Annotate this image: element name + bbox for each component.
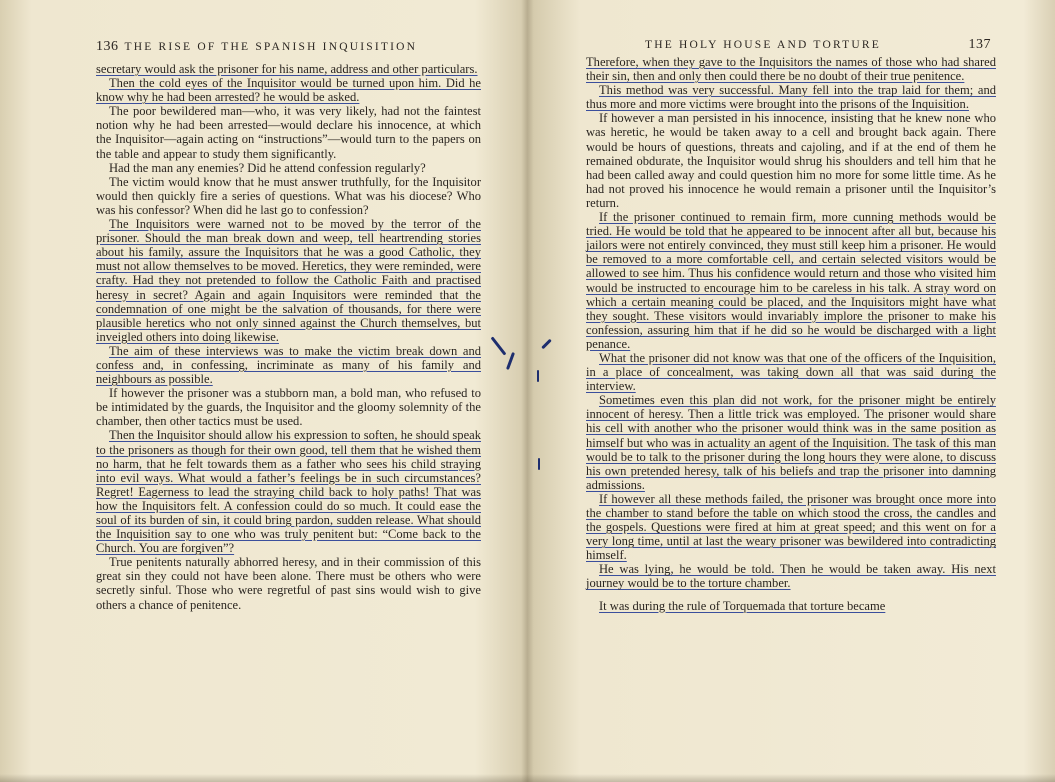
running-head-title: THE RISE OF THE SPANISH INQUISITION: [124, 41, 418, 53]
paragraph-text: If however the prisoner was a stubborn man, a bold man, who refused to be intimidated by the guards, the Inquisitor and the gloomy solemnity of the chamber, then other tactics must be used.: [96, 386, 481, 429]
right-page-text: [586, 55, 996, 613]
paragraph: [586, 111, 996, 210]
paragraph-text: If however all these methods failed, the prisoner was brought once more into the chamber to stand before the table on which stood the cross, the candles and the gospels. Questions were fired at him at great speed; and this went on for a very long time, until at last the weary prisoner was bewildered into contradicting himself.: [586, 491, 996, 563]
right-page: [528, 0, 1055, 782]
paragraph-text: Then the cold eyes of the Inquisitor would be turned upon him. Did he know why he had been arrested? he would be asked.: [96, 76, 481, 105]
paragraph-text: secretary would ask the prisoner for his name, address and other particulars.: [96, 62, 478, 76]
paragraph: [96, 76, 481, 104]
paragraph-text: The Inquisitors were warned not to be moved by the terror of the prisoner. Should the man break down and weep, tell heartrending stories about his family, assure the Inquisitors that he was a good Catholic, they must not allow themselves to be moved. Heretics, they were reminded, were crafty. Had they not pretended to follow the Catholic Faith and practised heresy in secret? Again and again Inquisitors were reminded that the condemnation of one might be the salvation of thousands, for there were plausible heretics who not only sinned against the Church themselves, but inveigled others into doing likewise.: [96, 217, 481, 344]
paragraph-text: If however a man persisted in his innocence, insisting that he knew none who was heretic, he would be taken away to a cell and brought back again. There would be hours of questions, threats and cajoling, and if at the end of them he remained obdurate, the Inquisitor would shrug his shoulders and tell him that he had been called away and could question him no more for some little time. As he had not proved his innocence he would remain a prisoner until the Inquisitor’s return.: [586, 111, 996, 210]
left-page-text: [96, 62, 481, 612]
running-head-title: THE HOLY HOUSE AND TORTURE: [645, 39, 881, 51]
paragraph: [96, 344, 481, 386]
paragraph-text: What the prisoner did not know was that one of the officers of the Inquisition, in a place of concealment, was taking down all that was said during the interview.: [586, 350, 996, 394]
paragraph: [96, 428, 481, 555]
paragraph-text: Sometimes even this plan did not work, for the prisoner might be entirely innocent of heresy. Then a little trick was employed. The prisoner would share his cell with another who the prisoner would think was in the same position as himself but who was in actuality an agent of the Inquisition. The task of this man would be to talk to the prisoner during the long hours they were alone, to discuss his own pretended heresy, talk of his beliefs and trap the prisoner into damning admissions.: [586, 393, 996, 492]
paragraph-text: Therefore, when they gave to the Inquisitors the names of those who had shared their sin, then and only then could there be no doubt of their true penitence.: [586, 55, 996, 84]
pen-mark: [537, 370, 539, 382]
paragraph: [586, 393, 996, 492]
paragraph: [96, 104, 481, 160]
page-number: 136: [96, 39, 119, 54]
paragraph-text: This method was very successful. Many fell into the trap laid for them; and thus more and more victims were brought into the prisons of the Inquisition.: [586, 83, 996, 112]
pen-mark: [538, 458, 540, 470]
paragraph: [96, 217, 481, 344]
paragraph-text: If the prisoner continued to remain firm, more cunning methods would be tried. He would be told that he appeared to be innocent after all but, because his jailors were not entirely convinced, they must still keep him a prisoner. He would be removed to a more comfortable cell, and certain selected visitors would be allowed to see him. Thus his confidence would return and those who visited him would be instructed to encourage him to be careless in his talk. A stray word on which a certain meaning could be placed, and the Inquisitors might have what they sought. These visitors would invariably implore the prisoner to make his confession, assuring him that if he did so he would be discharged with a light penance.: [586, 210, 996, 351]
paragraph: [96, 386, 481, 428]
paragraph: [96, 175, 481, 217]
paragraph-text: The poor bewildered man—who, it was very likely, had not the faintest notion why he had been arrested—would declare his innocence, at which the Inquisitor—again acting on “instructions”—would turn to the papers on the table and appear to study them significantly.: [96, 104, 481, 161]
paragraph: [586, 55, 996, 83]
paragraph: [586, 562, 996, 590]
paragraph-text: The victim would know that he must answer truthfully, for the Inquisitor would then quickly fire a series of questions. What was his diocese? Who was his confessor? When did he last go to confession?: [96, 174, 481, 217]
paragraph-text: It was during the rule of Torquemada that torture became: [599, 598, 886, 613]
paragraph: [96, 62, 481, 76]
paragraph-text: He was lying, he would be told. Then he would be taken away. His next journey would be to the torture chamber.: [586, 562, 996, 591]
left-running-head: [96, 39, 417, 55]
paragraph-text: The aim of these interviews was to make the victim break down and confess and, in confessing, incriminate as many of his family and neighbours as possible.: [96, 343, 481, 387]
paragraph-text: Then the Inquisitor should allow his expression to soften, he should speak to the prisoners as though for their own good, tell them that he wished them no harm, that he felt towards them as a father who sees his child straying into evil ways. What would a father’s feelings be in such circumstances? Regret! Eagerness to lead the straying child back to holy paths! That was how the Inquisitors felt. A confession could do so much. It could ease the soul of its burden of sin, it could bring pardon, sudden release. What should the Inquisition say to one who was truly penitent but: “Come back to the Church. You are forgiven”?: [96, 428, 481, 556]
paragraph: [96, 161, 481, 175]
paragraph: [586, 492, 996, 562]
right-running-head: [645, 39, 991, 51]
paragraph: [586, 83, 996, 111]
paragraph: [586, 351, 996, 393]
paragraph: [586, 599, 996, 613]
paragraph: [96, 555, 481, 611]
page-number: 137: [968, 37, 991, 52]
paragraph-text: Had the man any enemies? Did he attend confession regularly?: [109, 160, 426, 175]
paragraph-text: True penitents naturally abhorred heresy, and in their commission of this great sin they could not have been alone. There must be others who were secretly sinful. Those who were regretful of past sins would wish to give others a chance of penitence.: [96, 555, 481, 612]
scan-shadow: [0, 774, 1055, 782]
paragraph: [586, 210, 996, 351]
